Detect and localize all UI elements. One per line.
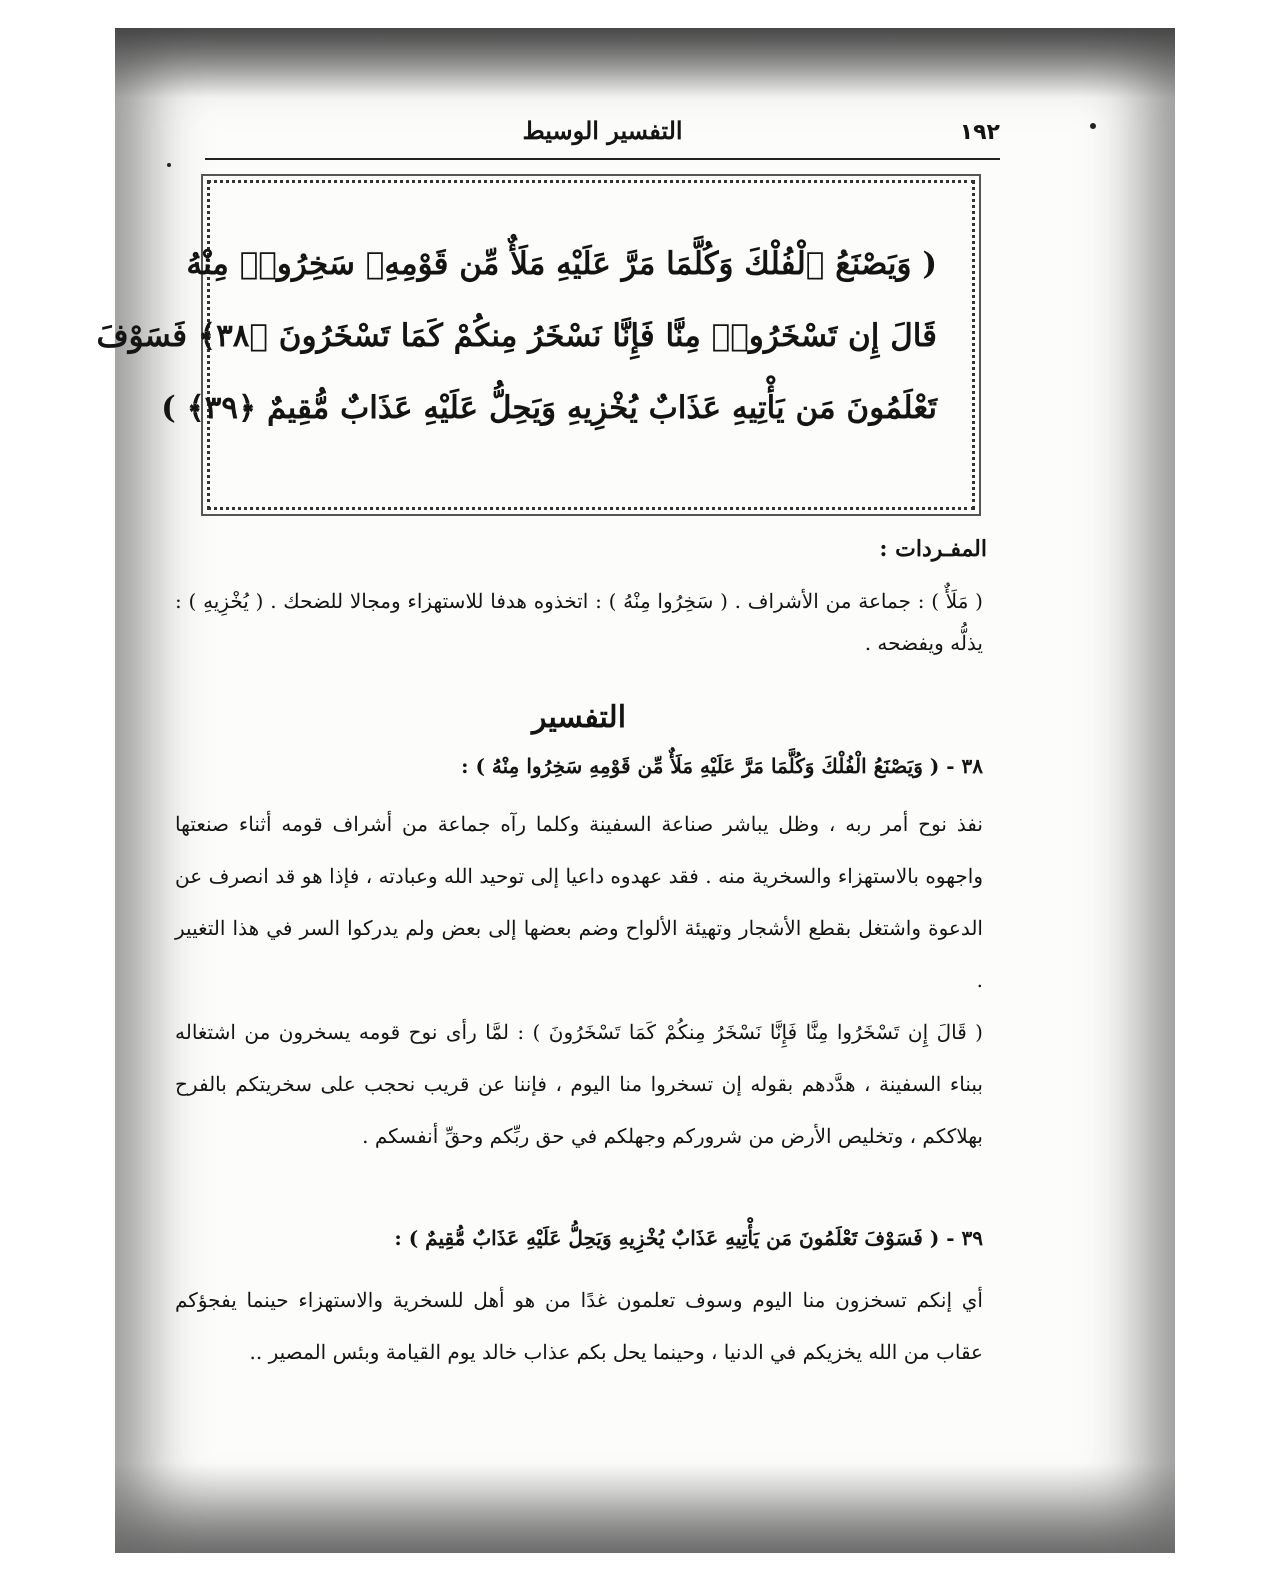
vocabulary-paragraph: ( مَلَأٌ ) : جماعة من الأشراف . ( سَخِرُوا مِنْهُ ) : اتخذوه هدفا للاستهزاء ومجالا للضحك . ( يُخْزِيهِ ) : يذلُّه ويفضحه . — [175, 589, 983, 655]
verse-39-title: ٣٩ - ( فَسَوْفَ تَعْلَمُونَ مَن يَأْتِيهِ عَذَابٌ يُخْزِيهِ وَيَحِلُّ عَلَيْهِ عَذَابٌ مُّقِيمٌ ) : — [394, 1226, 983, 1250]
verse-line: قَالَ إِن تَسْخَرُوا۟ مِنَّا فَإِنَّا نَسْخَرُ مِنكُمْ كَمَا تَسْخَرُونَ ﴿٣٨﴾ فَسَوْفَ — [96, 318, 937, 354]
verse-38-second-paragraph: ( قَالَ إِن تَسْخَرُوا مِنَّا فَإِنَّا نَسْخَرُ مِنكُمْ كَمَا تَسْخَرُونَ ) : لمَّا رأى نوح قومه يسخرون من اشتغاله ببناء السفينة ، هدَّدهم بقوله إن تسخروا منا اليوم ، فإننا عن قريب نحجب على سخريتكم بالفرح بهلاككم ، وتخليص الأرض من شروركم وجهلكم في حق ربِّكم وحقِّ أنفسكم . — [175, 1020, 983, 1148]
running-title: التفسير الوسيط — [522, 116, 683, 145]
verse-38-paragraph: نفذ نوح أمر ربه ، وظل يباشر صناعة السفينة وكلما رآه جماعة من أشراف قومه أثناء صنعتها واجهوه بالاستهزاء والسخرية منه . فقد عهدوه داعيا إلى توحيد الله وعبادته ، فإذا هو قد انصرف عن الدعوة واشتغل بقطع الأشجار وتهيئة الألواح وضم بعضها إلى بعض ولم يدركوا السر في هذا التغيير . — [175, 812, 983, 992]
scan-speck — [1090, 123, 1096, 129]
verse-line: تَعْلَمُونَ مَن يَأْتِيهِ عَذَابٌ يُخْزِيهِ وَيَحِلُّ عَلَيْهِ عَذَابٌ مُّقِيمٌ ﴿٣٩﴾ ) — [161, 390, 937, 426]
scan-shadow-bottom — [115, 1463, 1175, 1553]
tafsir-heading: التفسير — [531, 700, 627, 735]
verse-39-paragraph: أي إنكم تسخزون منا اليوم وسوف تعلمون غدًا من هو أهل للسخرية والاستهزاء حينما يفجؤكم عقاب من الله يخزيكم في الدنيا ، وحينما يحل بكم عذاب خالد يوم القيامة وبئس المصير .. — [175, 1288, 983, 1364]
scan-shadow-top — [115, 28, 1175, 98]
scanned-page — [96, 28, 1175, 1553]
page-header — [205, 116, 1000, 156]
verse-38-title: ٣٨ - ( وَيَصْنَعُ الْفُلْكَ وَكُلَّمَا مَرَّ عَلَيْهِ مَلَأٌ مِّن قَوْمِهِ سَخِرُوا مِنْهُ ) : — [461, 754, 983, 778]
quran-verse-block — [96, 228, 937, 444]
header-divider — [205, 158, 1000, 160]
page-number: ١٩٢ — [959, 120, 1000, 145]
verse-line: ( وَيَصْنَعُ ٱلْفُلْكَ وَكُلَّمَا مَرَّ عَلَيْهِ مَلَأٌ مِّن قَوْمِهِۦ سَخِرُوا۟ مِنْهُ — [186, 246, 937, 282]
vocabulary-heading: المفـردات : — [879, 536, 987, 562]
scan-speck — [167, 163, 171, 167]
